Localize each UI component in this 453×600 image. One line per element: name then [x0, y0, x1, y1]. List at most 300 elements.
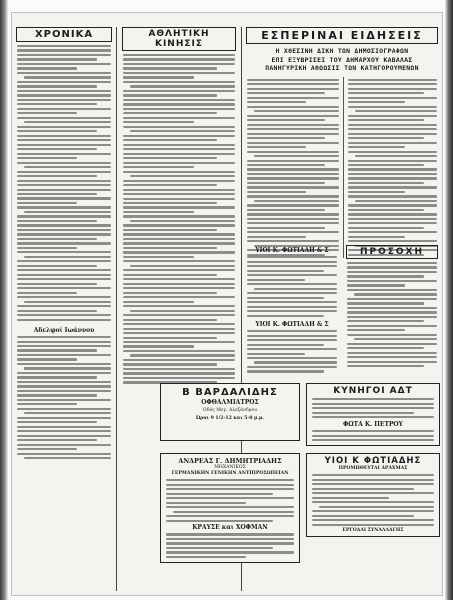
- text-line: [347, 329, 405, 331]
- text-line: [347, 284, 405, 286]
- text-line: [247, 297, 324, 299]
- text-line: [17, 45, 111, 47]
- text-line: [123, 251, 235, 253]
- text-line: [17, 126, 111, 128]
- text-line: [17, 189, 111, 191]
- text-line: [166, 506, 294, 508]
- text-line: [247, 265, 337, 267]
- text-line: [123, 90, 235, 92]
- text-line: [355, 110, 437, 112]
- text-line: [247, 106, 339, 108]
- prosochi-body: [344, 262, 440, 367]
- text-line: [123, 341, 235, 343]
- text-line: [123, 94, 217, 96]
- text-line: [348, 101, 405, 103]
- vardalidis-ad: [158, 379, 302, 445]
- text-line: [254, 200, 339, 202]
- text-line: [17, 202, 77, 204]
- text-line: [247, 128, 339, 130]
- text-line: [123, 274, 217, 276]
- fotiadis-small-ad: [244, 245, 340, 375]
- text-line: [348, 133, 437, 135]
- text-line: [247, 292, 337, 294]
- text-line: [247, 182, 325, 184]
- text-line: [123, 54, 235, 56]
- text-line: [347, 289, 437, 291]
- text-line: [17, 296, 111, 298]
- text-line: [247, 92, 325, 94]
- scan-edge-right: [445, 0, 453, 600]
- text-line: [17, 376, 97, 378]
- text-line: [247, 137, 325, 139]
- text-line: [247, 279, 305, 281]
- text-line: [247, 213, 339, 215]
- text-line: [123, 260, 235, 262]
- text-line: [247, 240, 339, 242]
- text-line: [17, 403, 77, 405]
- text-line: [123, 368, 235, 370]
- text-line: [247, 270, 324, 272]
- text-line: [123, 126, 235, 128]
- text-line: [312, 510, 434, 512]
- text-line: [247, 348, 337, 350]
- text-line: [123, 319, 217, 321]
- text-line: [123, 359, 235, 361]
- kynigoi-body: [309, 430, 437, 441]
- text-line: [17, 220, 97, 222]
- text-line: [17, 54, 111, 56]
- text-line: [348, 204, 437, 206]
- dimitriadis-title: ΑΝΔΡΕΑΣ Γ. ΔΗΜΗΤΡΙΑΔΗΣ: [178, 457, 282, 465]
- text-line: [247, 151, 339, 153]
- text-line: [123, 139, 217, 141]
- text-line: [247, 146, 306, 148]
- text-line: [123, 193, 235, 195]
- text-line: [17, 354, 111, 356]
- text-line: [347, 343, 437, 345]
- text-line: [166, 551, 294, 553]
- text-line: [17, 349, 97, 351]
- text-line: [123, 269, 235, 271]
- text-line: [247, 177, 339, 179]
- text-line: [347, 347, 424, 349]
- text-line: [123, 103, 235, 105]
- text-line: [247, 160, 339, 162]
- text-line: [247, 222, 339, 224]
- text-line: [123, 63, 235, 65]
- text-line: [166, 515, 294, 517]
- text-line: [348, 218, 437, 220]
- text-line: [17, 448, 77, 450]
- text-line: [247, 119, 325, 121]
- text-line: [348, 92, 424, 94]
- text-line: [247, 261, 337, 263]
- scan-edge-left: [0, 0, 8, 600]
- text-line: [24, 412, 111, 414]
- chronicle-body: [14, 45, 114, 321]
- text-line: [312, 416, 434, 418]
- text-line: [347, 311, 437, 313]
- text-line: [348, 186, 437, 188]
- text-line: [123, 58, 235, 60]
- text-line: [312, 524, 434, 526]
- text-line: [312, 501, 434, 503]
- text-line: [312, 483, 434, 485]
- kynigoi-title: ΚΥΝΗΓΟΙ ΑΔΤ: [333, 386, 413, 396]
- text-line: [247, 283, 337, 285]
- text-line: [247, 79, 339, 81]
- text-line: [123, 117, 235, 119]
- chronicle-column: [14, 27, 114, 591]
- text-line: [17, 358, 77, 360]
- text-line: [123, 238, 235, 240]
- text-line: [166, 520, 273, 522]
- text-line: [348, 182, 424, 184]
- text-line: [247, 97, 339, 99]
- text-line: [123, 67, 217, 69]
- text-line: [24, 76, 111, 78]
- text-line: [123, 224, 235, 226]
- banner-line: ΠΑΝΗΓΥΡΙΚΗ ΑΘΩΩΣΙΣ ΤΩΝ ΚΑΤΗΓΟΡΟΥΜΕΝΩΝ: [265, 64, 419, 72]
- text-line: [17, 49, 111, 51]
- text-line: [123, 112, 217, 114]
- text-line: [17, 224, 111, 226]
- text-line: [17, 139, 111, 141]
- text-line: [17, 439, 97, 441]
- text-line: [347, 365, 424, 367]
- text-line: [17, 206, 111, 208]
- text-line: [17, 108, 111, 110]
- text-line: [247, 88, 339, 90]
- vardalidis-title: Β ΒΑΡΔΑΛΙΔΗΣ: [182, 387, 278, 398]
- text-line: [347, 302, 424, 304]
- text-line: [17, 319, 111, 321]
- text-line: [17, 157, 77, 159]
- text-line: [247, 344, 324, 346]
- text-line: [347, 298, 437, 300]
- chronicle-body-lower: [14, 336, 114, 459]
- text-line: [247, 204, 339, 206]
- kynigoi-body: [309, 398, 437, 418]
- text-line: [348, 209, 424, 211]
- text-line: [123, 292, 217, 294]
- text-line: [17, 153, 111, 155]
- text-line: [347, 280, 437, 282]
- text-line: [24, 457, 111, 459]
- text-line: [312, 407, 434, 409]
- text-line: [173, 511, 294, 513]
- text-line: [123, 206, 235, 208]
- text-line: [348, 124, 437, 126]
- text-line: [17, 269, 111, 271]
- text-line: [166, 497, 294, 499]
- text-line: [312, 430, 434, 432]
- text-line: [17, 372, 111, 374]
- text-line: [24, 121, 111, 123]
- text-line: [348, 79, 437, 81]
- text-line: [166, 542, 294, 544]
- text-line: [130, 130, 235, 132]
- text-line: [354, 338, 437, 340]
- text-line: [312, 488, 414, 490]
- text-line: [312, 439, 434, 441]
- text-line: [130, 175, 235, 177]
- text-line: [247, 164, 325, 166]
- text-line: [166, 538, 294, 540]
- text-line: [123, 211, 194, 213]
- sports-header: ΑΘΛΗΤΙΚΗ ΚΙΝΗΣΙΣ: [122, 27, 236, 51]
- text-line: [247, 168, 339, 170]
- text-line: [312, 497, 389, 499]
- text-line: [348, 137, 424, 139]
- text-line: [17, 381, 111, 383]
- text-line: [123, 76, 194, 78]
- text-line: [17, 314, 111, 316]
- evening-news-header: ΕΣΠΕΡΙΝΑΙ ΕΙΔΗΣΕΙΣ: [246, 27, 438, 44]
- text-line: [348, 115, 437, 117]
- text-line: [123, 180, 235, 182]
- column-rule: [116, 27, 117, 591]
- text-line: [24, 301, 111, 303]
- text-line: [348, 240, 437, 242]
- text-line: [312, 398, 434, 400]
- text-line: [348, 83, 437, 85]
- text-line: [347, 307, 437, 309]
- text-line: [347, 275, 424, 277]
- text-line: [247, 256, 337, 258]
- text-line: [17, 117, 111, 119]
- text-line: [17, 215, 111, 217]
- text-line: [347, 271, 437, 273]
- fotiadis-body: [309, 474, 437, 526]
- text-line: [123, 198, 235, 200]
- text-line: [130, 265, 235, 267]
- small-ad-title: ΥΙΟΙ Κ. ΦΩΤΙΑΔΗ & Σ: [255, 247, 329, 254]
- text-line: [347, 352, 437, 354]
- chronicle-header: ΧΡΟΝΙΚΑ: [16, 27, 112, 42]
- text-line: [312, 474, 434, 476]
- text-line: [247, 330, 337, 332]
- dimitriadis-subtitle: ΜΗΧΑΝΙΚΟΣ: [214, 465, 246, 470]
- text-line: [123, 283, 235, 285]
- text-line: [347, 266, 437, 268]
- text-line: [17, 103, 97, 105]
- text-line: [17, 58, 97, 60]
- text-line: [355, 155, 437, 157]
- text-line: [348, 119, 424, 121]
- text-line: [17, 81, 111, 83]
- text-line: [355, 200, 437, 202]
- dimitriadis-body: [163, 533, 297, 558]
- evening-news-subcol: [345, 77, 440, 259]
- text-line: [347, 325, 437, 327]
- text-line: [247, 227, 325, 229]
- text-line: [123, 135, 235, 137]
- text-line: [130, 310, 235, 312]
- text-line: [347, 320, 424, 322]
- text-line: [348, 160, 437, 162]
- newspaper-page: [11, 12, 443, 596]
- sports-body: [120, 54, 238, 384]
- text-line: [17, 336, 111, 338]
- text-line: [123, 256, 194, 258]
- text-line: [123, 372, 235, 374]
- text-line: [17, 197, 111, 199]
- text-line: [17, 72, 111, 74]
- text-line: [247, 173, 339, 175]
- text-line: [17, 229, 111, 231]
- text-line: [123, 323, 235, 325]
- evening-news-subcol: [244, 77, 342, 259]
- text-line: [123, 287, 235, 289]
- text-line: [247, 339, 337, 341]
- prosochi-ad: [344, 245, 440, 370]
- text-line: [348, 227, 424, 229]
- text-line: [17, 251, 111, 253]
- dimitriadis-firm: ΚΡΑΥΣΕ και ΧΟΦΜΑΝ: [192, 524, 268, 532]
- text-line: [247, 142, 339, 144]
- kynigoi-highlight: ΦΩΤΑ Κ. ΠΕΤΡΟΥ: [343, 420, 403, 428]
- text-line: [123, 301, 194, 303]
- text-line: [17, 175, 97, 177]
- vardalidis-address: Οδός Μεγ. Αλεξάνδρου: [202, 408, 258, 413]
- vardalidis-hours: Ώραι 9 1/2-12 και 5-8 μ.μ.: [196, 416, 264, 421]
- text-line: [247, 186, 339, 188]
- text-line: [17, 94, 111, 96]
- text-line: [123, 171, 235, 173]
- text-line: [123, 305, 235, 307]
- text-line: [17, 265, 97, 267]
- text-line: [123, 153, 235, 155]
- text-line: [123, 148, 235, 150]
- text-line: [123, 189, 235, 191]
- text-line: [123, 202, 217, 204]
- text-line: [17, 238, 97, 240]
- text-line: [123, 81, 235, 83]
- text-line: [247, 209, 325, 211]
- text-line: [312, 403, 434, 405]
- text-line: [17, 63, 111, 65]
- text-line: [123, 121, 194, 123]
- text-line: [247, 101, 306, 103]
- text-line: [247, 195, 339, 197]
- text-line: [17, 99, 111, 101]
- text-line: [166, 547, 273, 549]
- text-line: [17, 283, 97, 285]
- text-line: [17, 130, 97, 132]
- text-line: [348, 146, 405, 148]
- text-line: [123, 108, 235, 110]
- text-line: [347, 361, 437, 363]
- small-ad-title: ΥΙΟΙ Κ. ΦΩΤΙΑΔΗ & Σ: [255, 320, 329, 328]
- fotiadis-subtitle: ΠΡΟΜΗΘΕΥΤΑΙ ΔΡΑΧΜΑΣ: [338, 466, 408, 471]
- fotiadis-footer: ΕΡΓΟΔΑΙ ΣΥΝΑΛΛΑΓΗΣ: [342, 528, 404, 534]
- text-line: [130, 85, 235, 87]
- text-line: [312, 412, 414, 414]
- text-line: [247, 218, 339, 220]
- text-line: [24, 256, 111, 258]
- text-line: [17, 292, 77, 294]
- fotiadis-title: ΥΙΟΙ Κ ΦΩΤΙΑΔΗΣ: [324, 456, 422, 466]
- text-line: [123, 350, 235, 352]
- chronicle-notice: Αδελφοί Ιωάννου: [33, 326, 95, 334]
- text-line: [247, 83, 339, 85]
- text-line: [348, 164, 424, 166]
- text-line: [17, 233, 111, 235]
- text-line: [17, 274, 111, 276]
- text-line: [312, 435, 434, 437]
- text-line: [17, 305, 111, 307]
- text-line: [123, 332, 235, 334]
- text-line: [166, 484, 294, 486]
- text-line: [348, 236, 405, 238]
- text-line: [17, 184, 111, 186]
- banner-line: Η ΧΘΕΣΙΝΗ ΔΙΚΗ ΤΩΝ ΔΗΜΟΣΙΟΓΡΑΦΩΝ: [275, 47, 409, 55]
- text-line: [17, 444, 111, 446]
- text-line: [123, 229, 217, 231]
- vardalidis-subtitle: ΟΦΘΑΛΜΙΑΤΡΟΣ: [201, 399, 259, 406]
- text-line: [17, 135, 111, 137]
- text-line: [17, 390, 111, 392]
- text-line: [123, 184, 217, 186]
- text-line: [17, 394, 97, 396]
- text-line: [312, 492, 434, 494]
- text-line: [354, 293, 437, 295]
- text-line: [17, 430, 111, 432]
- kynigoi-ad: [304, 379, 442, 450]
- text-line: [247, 310, 337, 312]
- text-line: [247, 306, 337, 308]
- text-line: [24, 211, 111, 213]
- text-line: [247, 115, 339, 117]
- text-line: [123, 166, 194, 168]
- text-line: [123, 242, 235, 244]
- text-line: [254, 361, 337, 363]
- text-line: [247, 315, 324, 317]
- text-line: [348, 213, 437, 215]
- text-line: [312, 479, 434, 481]
- text-line: [348, 168, 437, 170]
- text-line: [17, 421, 97, 423]
- text-line: [17, 90, 111, 92]
- text-line: [123, 278, 235, 280]
- text-line: [17, 112, 77, 114]
- text-line: [247, 301, 337, 303]
- text-line: [17, 310, 97, 312]
- text-line: [166, 533, 294, 535]
- text-line: [247, 124, 339, 126]
- text-line: [17, 242, 111, 244]
- text-line: [348, 88, 437, 90]
- text-line: [247, 353, 305, 355]
- text-line: [123, 157, 217, 159]
- text-line: [166, 488, 294, 490]
- text-line: [247, 366, 337, 368]
- text-line: [24, 367, 111, 369]
- text-line: [254, 288, 337, 290]
- text-line: [347, 356, 437, 358]
- text-line: [17, 363, 111, 365]
- text-line: [123, 296, 235, 298]
- text-line: [247, 357, 337, 359]
- text-line: [17, 144, 111, 146]
- text-line: [166, 556, 246, 558]
- text-line: [17, 278, 111, 280]
- text-line: [247, 335, 337, 337]
- text-line: [17, 67, 77, 69]
- text-line: [17, 85, 97, 87]
- text-line: [123, 162, 235, 164]
